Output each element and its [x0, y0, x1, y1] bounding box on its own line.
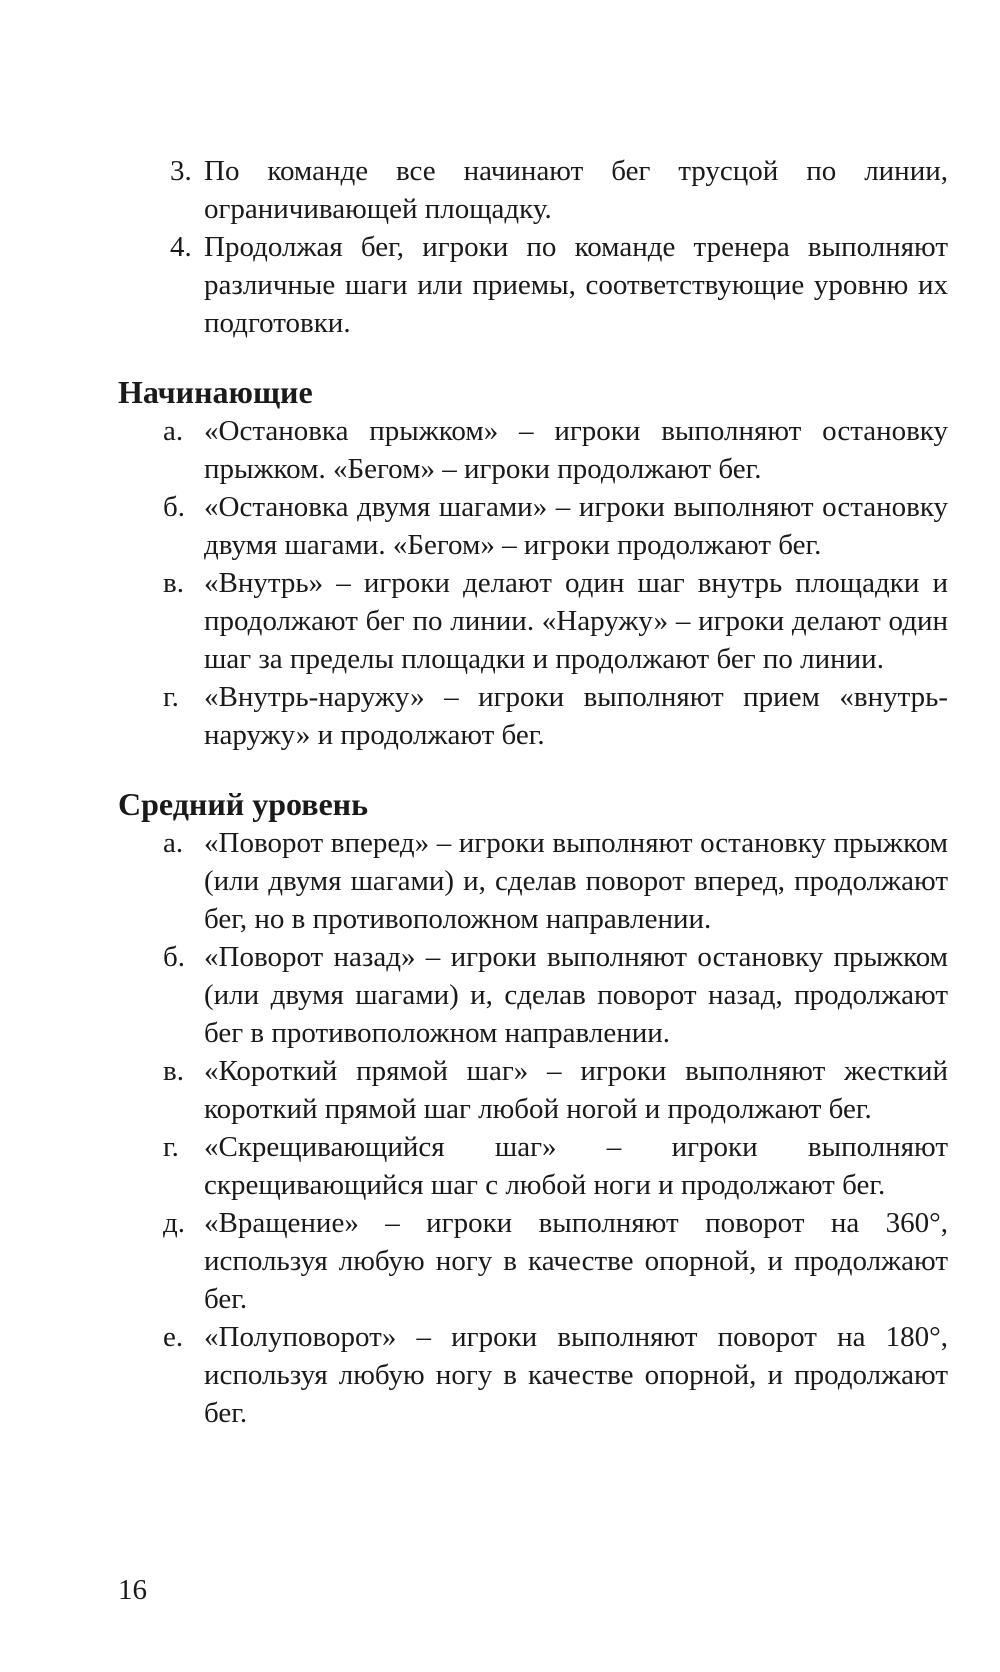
list-item-text: По команде все начинают бег трусцой по линии, ограничивающей площадку. — [204, 155, 948, 225]
list-item-text: «Внутрь» – игроки делают один шаг внутрь площадки и продолжают бег по линии. «Наружу» – игроки делают один шаг за пределы площадки и продолжают бег по линии. — [204, 567, 948, 675]
list-item-text: «Внутрь-наружу» – игроки выполняют прием «внутрь-наружу» и продолжают бег. — [204, 681, 948, 751]
page-content — [118, 152, 948, 1432]
section-heading-beginners: Начинающие — [118, 374, 313, 410]
list-item — [118, 488, 948, 564]
list-item — [118, 938, 948, 1052]
list-item — [118, 678, 948, 754]
list-marker: 3. — [170, 155, 192, 187]
list-marker: а. — [163, 415, 184, 447]
list-item — [118, 1204, 948, 1318]
list-item — [118, 1318, 948, 1432]
list-item-text: «Скрещивающийся шаг» – игроки выполняют скрещивающийся шаг с любой ноги и продолжают бег. — [204, 1131, 948, 1201]
list-item-text: «Поворот назад» – игроки выполняют остановку прыжком (или двумя шагами) и, сделав поворот назад, продолжают бег в противоположном направлении. — [204, 941, 948, 1049]
list-item-4 — [118, 228, 948, 342]
list-item — [118, 564, 948, 678]
list-item-text: «Остановка двумя шагами» – игроки выполняют остановку двумя шагами. «Бегом» – игроки продолжают бег. — [204, 491, 948, 561]
list-item-3 — [118, 152, 948, 228]
list-item-text: «Короткий прямой шаг» – игроки выполняют жесткий короткий прямой шаг любой ногой и продолжают бег. — [204, 1055, 948, 1125]
list-marker: а. — [163, 827, 184, 859]
list-item-text: «Вращение» – игроки выполняют поворот на 360°, используя любую ногу в качестве опорной, и продолжают бег. — [204, 1207, 948, 1315]
list-marker: г. — [163, 681, 179, 713]
list-item — [118, 412, 948, 488]
list-marker: д. — [163, 1207, 186, 1239]
section-heading-intermediate: Средний уровень — [118, 786, 369, 822]
list-item — [118, 824, 948, 938]
list-marker: е. — [163, 1321, 184, 1353]
list-item — [118, 1128, 948, 1204]
list-item-text: «Полуповорот» – игроки выполняют поворот на 180°, используя любую ногу в качестве опорной, и продолжают бег. — [204, 1321, 948, 1429]
list-marker: в. — [163, 1055, 184, 1087]
list-marker: 4. — [170, 231, 192, 263]
list-marker: г. — [163, 1131, 179, 1163]
list-item-text: Продолжая бег, игроки по команде тренера выполняют различные шаги или приемы, соответствующие уровню их подготовки. — [204, 231, 948, 339]
list-marker: б. — [163, 941, 186, 973]
list-marker: в. — [163, 567, 184, 599]
list-item-text: «Остановка прыжком» – игроки выполняют остановку прыжком. «Бегом» – игроки продолжают бег. — [204, 415, 948, 485]
list-marker: б. — [163, 491, 186, 523]
page-number: 16 — [118, 1574, 147, 1606]
list-item-text: «Поворот вперед» – игроки выполняют остановку прыжком (или двумя шагами) и, сделав поворот вперед, продолжают бег, но в противоположном направлении. — [204, 827, 948, 935]
list-item — [118, 1052, 948, 1128]
